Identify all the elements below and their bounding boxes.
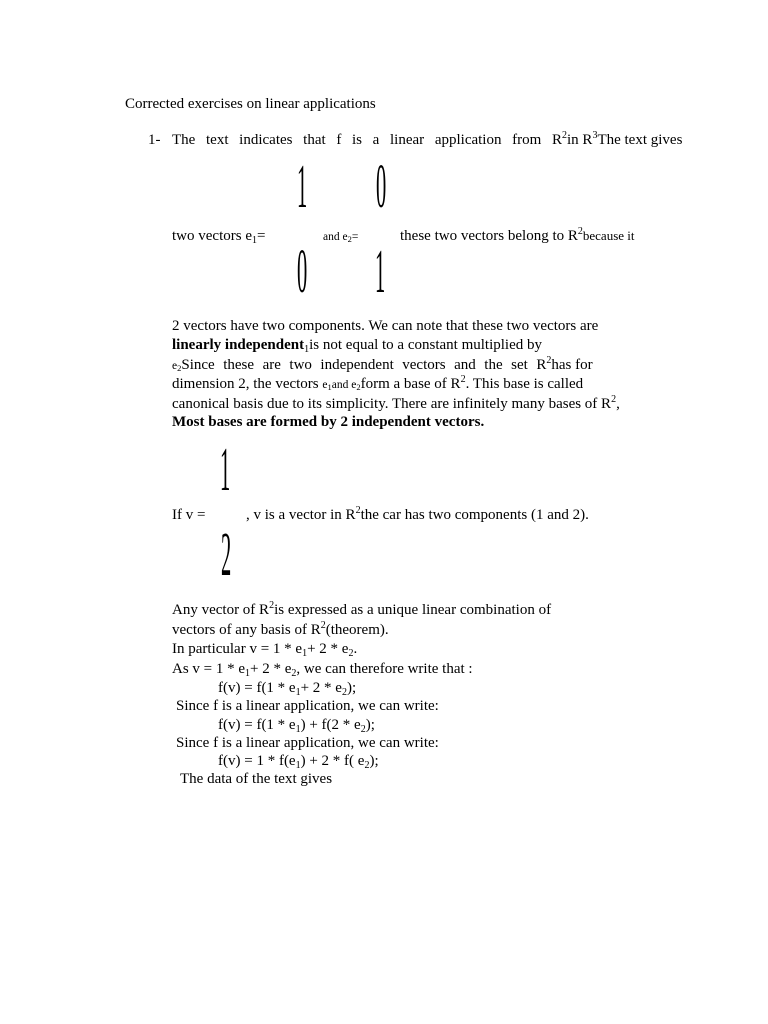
paragraph-line: [172, 660, 473, 678]
text-segment: Since these are two independent vectors and the set R: [181, 357, 547, 373]
text-segment: is expressed as a unique linear combination of: [274, 602, 552, 618]
vector-e1-component-1: 1: [297, 153, 308, 221]
document-title: Corrected exercises on linear applications: [125, 96, 376, 112]
exercise-number: 1-: [148, 132, 161, 148]
paragraph-line: [172, 336, 542, 354]
superscript: 3: [592, 130, 598, 141]
vector-v-component-2: 2: [221, 521, 232, 589]
text-segment: in R: [567, 132, 593, 148]
vectors-line-middle: [323, 228, 358, 246]
text-segment: these two vectors belong to R: [400, 228, 578, 244]
equation-line: [218, 752, 379, 770]
text-segment: form a base of R: [360, 376, 461, 392]
subscript: 1: [295, 687, 301, 698]
subscript: 1: [245, 668, 251, 679]
text-segment: ) + f(2 * e: [300, 717, 361, 733]
text-segment: two vectors e: [172, 228, 252, 244]
paragraph-line: [180, 770, 332, 788]
text-segment: ,: [616, 396, 620, 412]
paragraph-line: [172, 640, 357, 658]
text-segment: The data of the text gives: [180, 771, 333, 787]
text-segment: dimension 2, the vectors: [172, 376, 323, 392]
text-segment: the car has two components (1 and 2).: [360, 507, 589, 523]
text-segment: Since f is a linear application, we can write:: [176, 735, 439, 751]
vectors-line-start: [172, 227, 265, 245]
text-segment: .: [353, 641, 358, 657]
subscript: 2: [348, 648, 354, 659]
bold-text: linearly independent: [172, 337, 305, 353]
text-segment: canonical basis due to its simplicity. There are infinitely many bases of R: [172, 396, 612, 412]
text-segment: and e: [331, 379, 357, 391]
vector-e1-component-2: 0: [297, 238, 308, 306]
v-line-start: If v =: [172, 507, 206, 523]
text-segment: Since f is a linear application, we can write:: [176, 698, 439, 714]
text-segment: vectors of any basis of R: [172, 622, 321, 638]
subscript: 1: [304, 344, 310, 355]
subscript: 2: [177, 363, 182, 373]
text-segment: );: [365, 717, 375, 733]
text-segment: In particular v = 1 * e: [172, 641, 303, 657]
text-segment: , we can therefore write that :: [296, 661, 473, 677]
text-segment: );: [369, 753, 379, 769]
text-segment: f(v) = 1 * f(e: [218, 753, 296, 769]
text-segment: =: [256, 228, 266, 244]
superscript: 2: [577, 226, 583, 237]
exercise-intro-line: [172, 131, 682, 149]
text-segment: As v = 1 * e: [172, 661, 246, 677]
text-segment: + 2 * e: [307, 641, 349, 657]
vectors-line-end: [400, 227, 635, 245]
paragraph-line: [176, 697, 439, 715]
text-segment: . This base is called: [465, 376, 584, 392]
text-segment: e: [322, 379, 328, 391]
subscript: 2: [364, 760, 370, 771]
subscript: 2: [347, 234, 352, 244]
paragraph-line: [176, 734, 439, 752]
superscript: 2: [355, 505, 361, 516]
vector-e2-component-2: 1: [375, 238, 386, 306]
text-segment: The text gives: [597, 132, 683, 148]
superscript: 2: [269, 600, 275, 611]
superscript: 2: [546, 355, 552, 366]
subscript: 1: [295, 724, 301, 735]
superscript: 2: [460, 374, 466, 385]
text-segment: f(v) = f(1 * e: [218, 717, 296, 733]
paragraph-line: [172, 356, 593, 375]
subscript: 2: [356, 382, 361, 392]
subscript: 2: [341, 687, 347, 698]
subscript: 1: [302, 648, 308, 659]
subscript: 1: [327, 382, 332, 392]
text-segment: ) + 2 * f( e: [300, 753, 365, 769]
text-segment: =: [351, 231, 359, 243]
subscript: 2: [291, 668, 297, 679]
text-segment: );: [346, 680, 357, 696]
v-line-end: [246, 506, 589, 524]
paragraph-line: [172, 413, 484, 431]
equation-line: [218, 679, 356, 697]
vector-e2-component-1: 0: [376, 153, 387, 221]
paragraph-line: [172, 317, 598, 335]
paragraph-line: [172, 601, 551, 619]
text-segment: , v is a vector in R: [246, 507, 356, 523]
text-segment: (theorem).: [325, 622, 389, 638]
text-segment: The text indicates that f is a linear application from R: [172, 132, 562, 148]
text-segment: e: [172, 360, 178, 372]
text-segment: + 2 * e: [300, 680, 342, 696]
text-segment: and e: [323, 231, 348, 243]
text-segment: is not equal to a constant multiplied by: [309, 337, 542, 353]
paragraph-line: [172, 375, 583, 394]
text-segment: + 2 * e: [250, 661, 292, 677]
paragraph-line: [172, 395, 620, 413]
subscript: 1: [295, 760, 301, 771]
subscript: 1: [251, 235, 257, 246]
superscript: 2: [611, 394, 617, 405]
text-segment: has for: [551, 357, 593, 373]
text-segment: Any vector of R: [172, 602, 270, 618]
vector-v-component-1: 1: [220, 436, 231, 504]
paragraph-line: [172, 621, 389, 639]
text-segment: because it: [582, 228, 635, 243]
text-segment: f(v) = f(1 * e: [218, 680, 296, 696]
superscript: 2: [562, 130, 567, 141]
equation-line: [218, 716, 375, 734]
bold-text: Most bases are formed by 2 independent vectors.: [172, 414, 485, 430]
subscript: 2: [360, 724, 366, 735]
superscript: 2: [320, 620, 326, 631]
text-segment: 2 vectors have two components. We can note that these two vectors are: [172, 318, 599, 334]
